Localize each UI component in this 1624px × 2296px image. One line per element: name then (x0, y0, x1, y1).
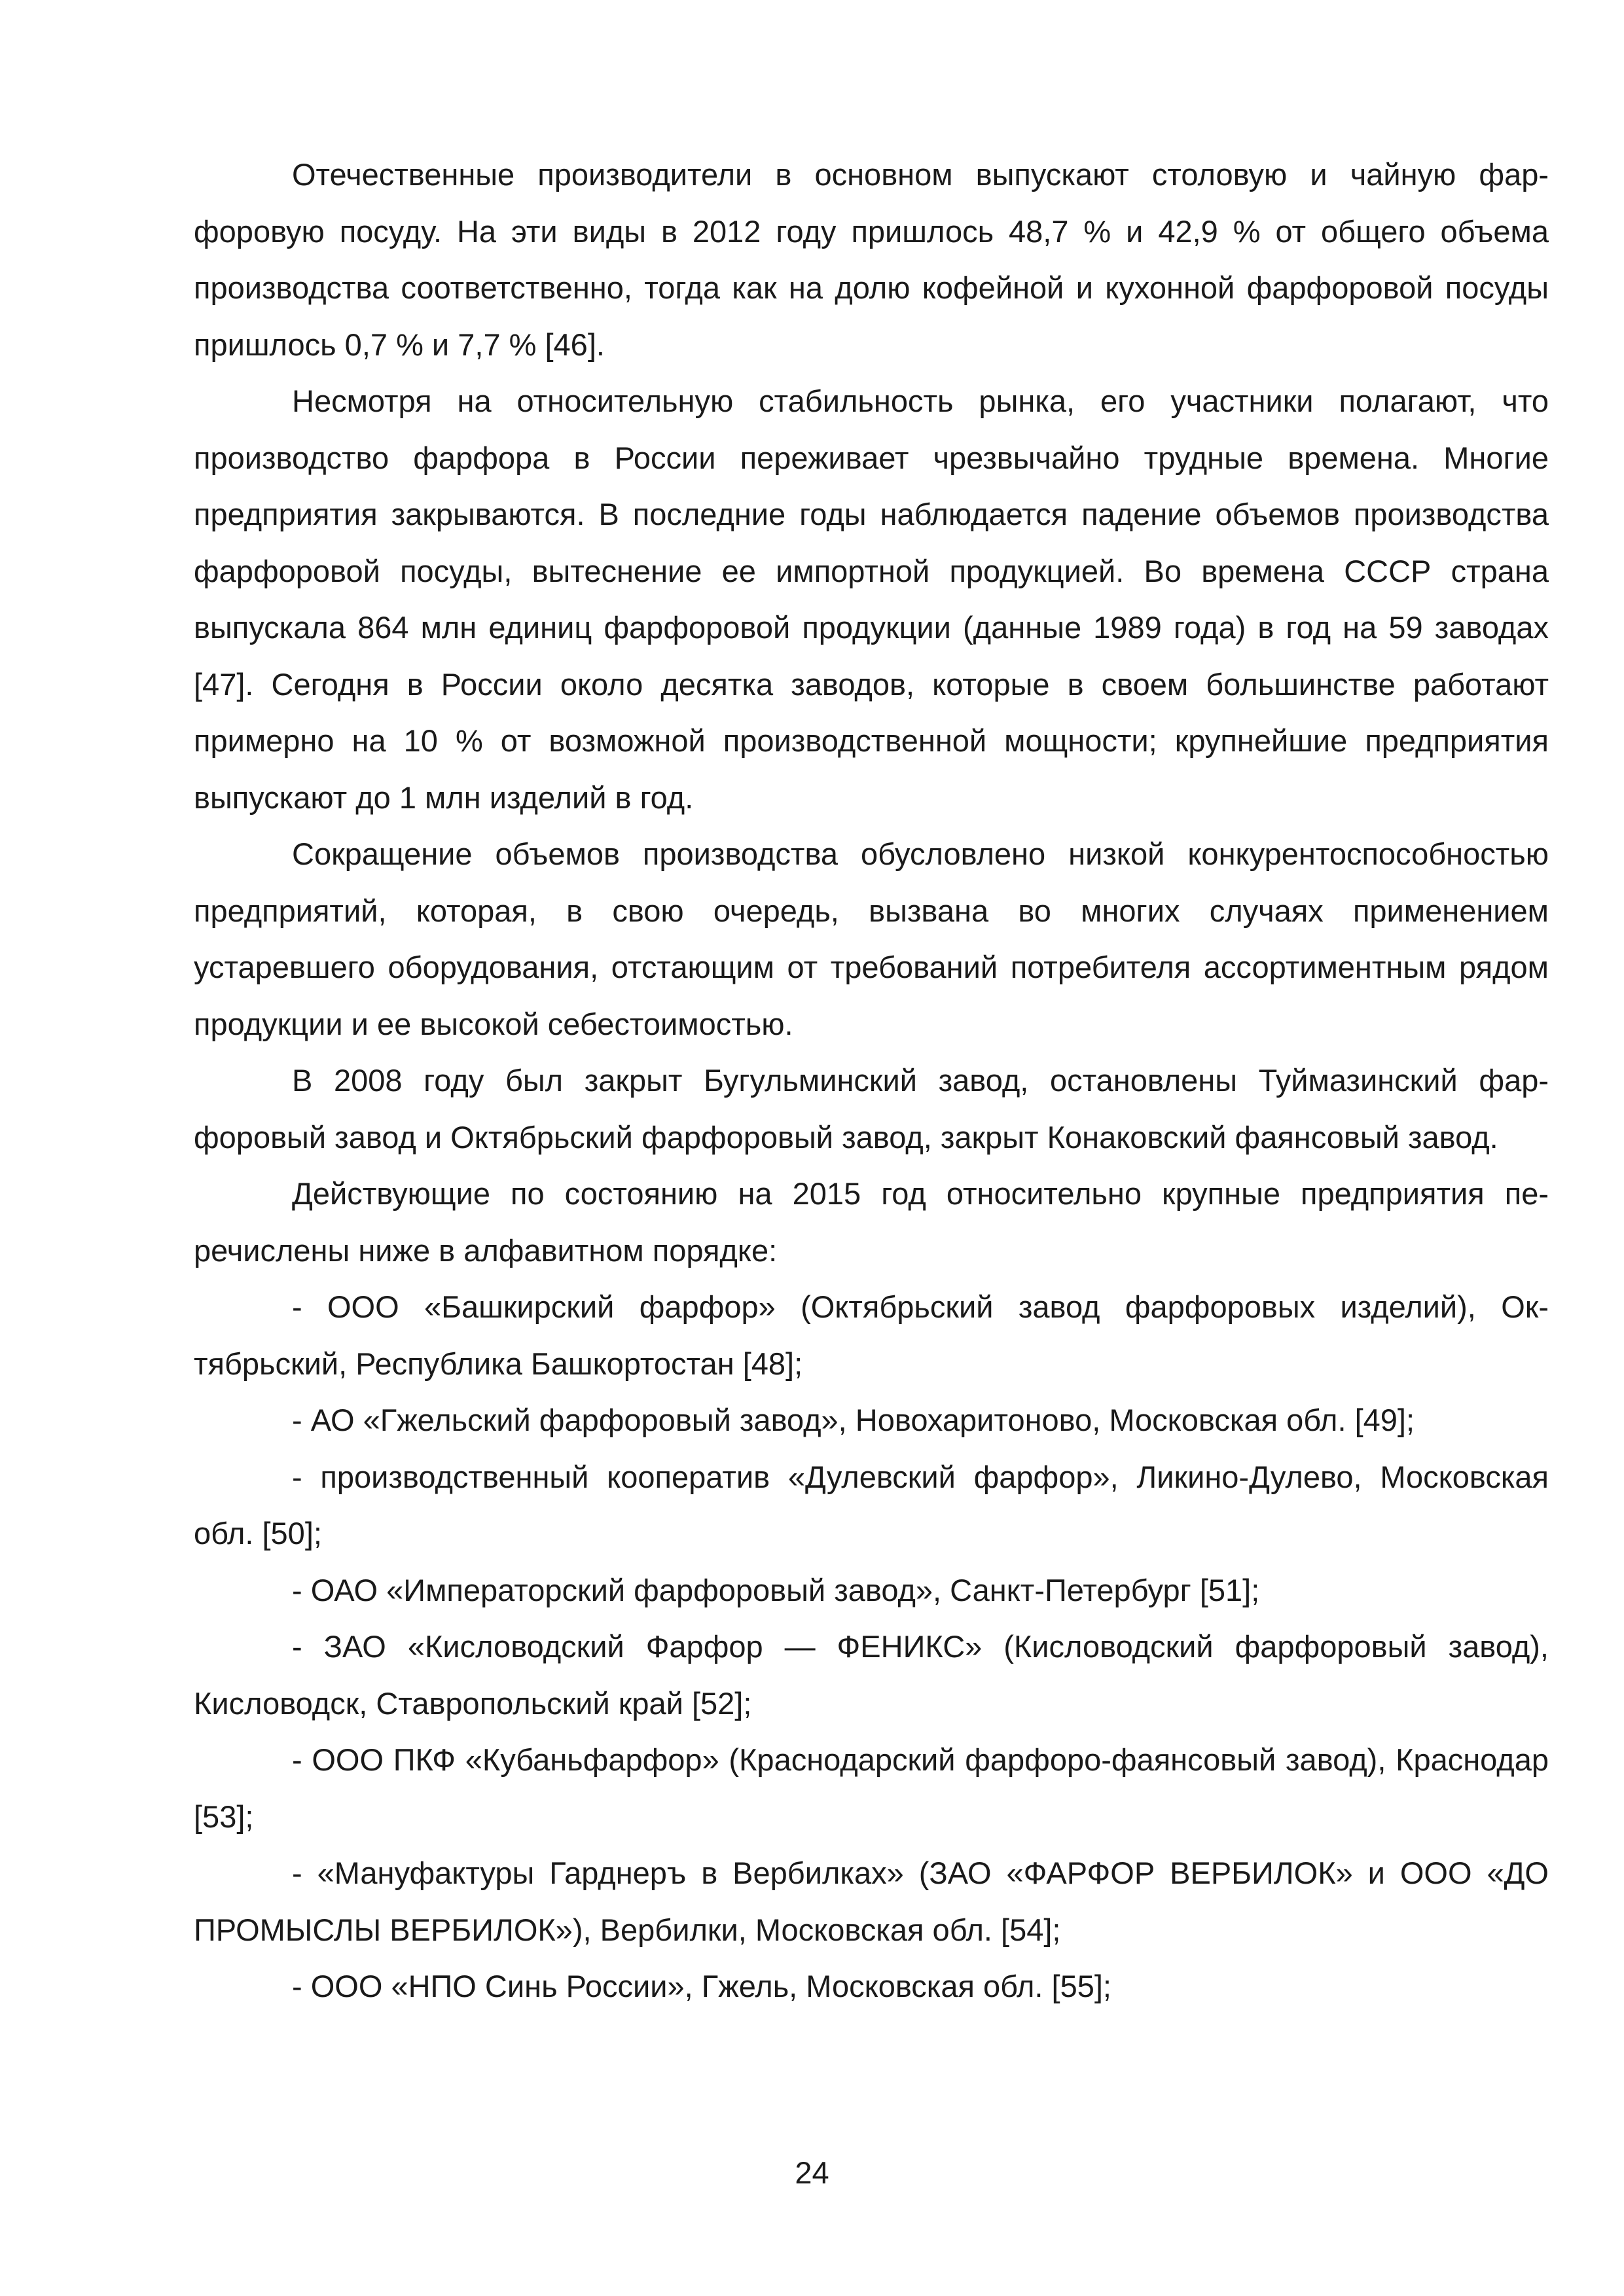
paragraph-market-stability: Несмотря на относительную стабильность рынка, его участники полагают, что производство фарфора в России переживает чрезвычайно трудные времена. Многие предприятия закрываются. В последние годы наблюдается падение объемов производства фарфоровой посуды, вытеснение ее импортной продукцией. Во времена СССР страна выпускала 864 млн единиц фарфоровой продукции (данные 1989 года) в год на 59 заводах [47]. Сегодня в России около десятка заводов, которые в своем большинстве работают примерно на 10 % от возможной производственной мощности; крупнейшие предприятия выпускают до 1 млн изделий в год. (194, 384, 1549, 815)
list-item-kislovodsk-porcelain: - ЗАО «Кисловодский Фарфор — ФЕНИКС» (Кисловодский фарфоровый завод), Кисловодск, Ставропольский край [52]; (194, 1629, 1549, 1721)
paragraph-domestic-producers: Отечественные производители в основном выпускают столовую и чайную фарфоровую посуду. На эти виды в 2012 году пришлось 48,7 % и 42,9 % от общего объема производства соответственно, тогда как на долю кофейной и кухонной фарфоровой посуды пришлось 0,7 % и 7,7 % [46]. (194, 157, 1549, 362)
page-number: 24 (795, 2155, 829, 2190)
paragraph-production-decline: Сокращение объемов производства обусловлено низкой конкурентоспособностью предприятий, которая, в свою очередь, вызвана во многих случаях применением устаревшего оборудования, отстающим от требований потребителя ассортиментным рядом продукции и ее высокой себестоимостью. (194, 836, 1549, 1041)
list-item-bashkir-porcelain: - ООО «Башкирский фарфор» (Октябрьский завод фарфоровых изделий), Октябрьский, Республика Башкортостан [48]; (194, 1289, 1549, 1381)
list-item-npo-sin-rossii: - ООО «НПО Синь России», Гжель, Московская обл. [55]; (292, 1969, 1111, 2003)
document-body (194, 147, 1549, 2015)
paragraph-active-enterprises-intro: Действующие по состоянию на 2015 год относительно крупные предприятия перечислены ниже в алфавитном порядке: (194, 1176, 1549, 1268)
list-item-imperial-porcelain: - ОАО «Императорский фарфоровый завод», Санкт-Петербург [51]; (292, 1572, 1260, 1607)
list-item-dulevo-porcelain: - производственный кооператив «Дулевский фарфор», Ликино-Дулево, Московская обл. [50]; (194, 1459, 1549, 1551)
paragraph-closed-factories: В 2008 году был закрыт Бугульминский завод, остановлены Туймазинский фарфоровый завод и Октябрьский фарфоровый завод, закрыт Конаковский фаянсовый завод. (194, 1063, 1549, 1155)
list-item-kuban-porcelain: - ООО ПКФ «Кубаньфарфор» (Краснодарский фарфоро-фаянсовый завод), Краснодар [53]; (194, 1742, 1549, 1834)
list-item-gardner-verbilki: - «Мануфактуры Гарднеръ в Вербилках» (ЗАО «ФАРФОР ВЕРБИЛОК» и ООО «ДО ПРОМЫСЛЫ ВЕРБИЛОК»), Вербилки, Московская обл. [54]; (194, 1856, 1549, 1947)
list-item-gzhel-porcelain: - АО «Гжельский фарфоровый завод», Новохаритоново, Московская обл. [49]; (292, 1403, 1415, 1437)
